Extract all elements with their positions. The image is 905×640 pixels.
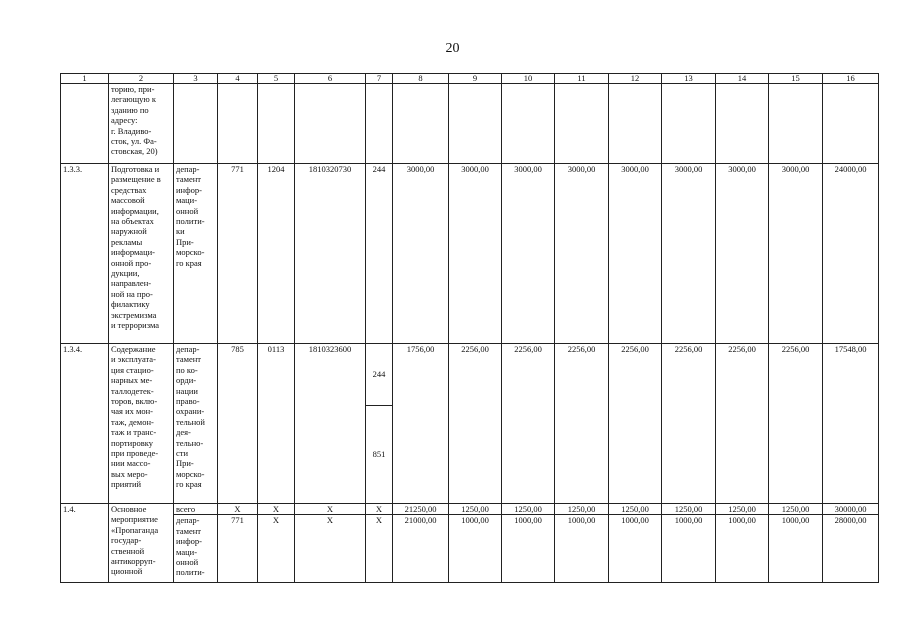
- cell: [609, 84, 662, 164]
- cell: 3000,00: [662, 164, 716, 344]
- cell: 1250,00: [609, 504, 662, 515]
- table-row: [61, 84, 879, 164]
- cell: 1000,00: [502, 515, 555, 583]
- cell: 1250,00: [662, 504, 716, 515]
- cell: 0113: [258, 344, 295, 504]
- cell: 3000,00: [449, 164, 502, 344]
- cell: 1810323600: [295, 344, 366, 504]
- cell: X: [258, 515, 295, 583]
- cell: [393, 84, 449, 164]
- cell: 3000,00: [555, 164, 609, 344]
- cell: 1000,00: [769, 515, 823, 583]
- cell: 1756,00: [393, 344, 449, 504]
- cell: X: [295, 515, 366, 583]
- cell: 1204: [258, 164, 295, 344]
- cell: 771: [218, 164, 258, 344]
- cell: 1000,00: [609, 515, 662, 583]
- row-number: 1.3.3.: [61, 164, 109, 344]
- cell: 1250,00: [502, 504, 555, 515]
- cell: 28000,00: [823, 515, 879, 583]
- row-number: [61, 84, 109, 164]
- cell: 2256,00: [716, 344, 769, 504]
- cell: 3000,00: [502, 164, 555, 344]
- cell: 2256,00: [555, 344, 609, 504]
- executor: депар- тамент инфор- маци- онной полити- ки При- морско- го края: [174, 164, 218, 344]
- column-number: 5: [258, 74, 295, 84]
- cell: 1250,00: [449, 504, 502, 515]
- page-number: 20: [445, 41, 460, 56]
- column-number: 3: [174, 74, 218, 84]
- cell: 851: [372, 449, 386, 460]
- cell: 24000,00: [823, 164, 879, 344]
- column-number: 16: [823, 74, 879, 84]
- column-number: 13: [662, 74, 716, 84]
- cell: 1000,00: [449, 515, 502, 583]
- cell: [716, 84, 769, 164]
- cell: X: [366, 515, 393, 583]
- cell: 2256,00: [769, 344, 823, 504]
- table-row: [61, 515, 879, 583]
- cell: 30000,00: [823, 504, 879, 515]
- cell: 3000,00: [716, 164, 769, 344]
- cell: 21250,00: [393, 504, 449, 515]
- cell: 1000,00: [555, 515, 609, 583]
- measure-name: Содержание и эксплуата- ция стацио- нарных ме- таллодетек- торов, вклю- чая их мон- таж, демон- таж и транс- портировку при проведе- нии массо- вых меро- приятий: [109, 344, 174, 504]
- column-number: 6: [295, 74, 366, 84]
- cell: 21000,00: [393, 515, 449, 583]
- cell: [218, 84, 258, 164]
- executor: всего: [174, 504, 218, 515]
- cell: [295, 84, 366, 164]
- measure-name: торию, при- легающую к зданию по адресу: г. Владиво- сток, ул. Фа- стовская, 20): [109, 84, 174, 164]
- table-row: [61, 504, 879, 515]
- cell: X: [366, 504, 393, 515]
- column-number: 7: [366, 74, 393, 84]
- column-number-row: [61, 74, 879, 84]
- cell: 1250,00: [769, 504, 823, 515]
- column-number: 10: [502, 74, 555, 84]
- cell: [662, 84, 716, 164]
- cell: 244: [366, 344, 392, 406]
- cell: X: [295, 504, 366, 515]
- column-number: 12: [609, 74, 662, 84]
- cell: 244: [366, 164, 393, 344]
- column-number: 11: [555, 74, 609, 84]
- cell: 785: [218, 344, 258, 504]
- cell: 1250,00: [716, 504, 769, 515]
- cell: X: [218, 504, 258, 515]
- cell: [449, 84, 502, 164]
- table-row: [61, 344, 879, 504]
- cell: [258, 84, 295, 164]
- executor: [174, 84, 218, 164]
- cell: 2256,00: [662, 344, 716, 504]
- cell: [769, 84, 823, 164]
- cell: 1000,00: [716, 515, 769, 583]
- cell: 3000,00: [393, 164, 449, 344]
- row-number: 1.3.4.: [61, 344, 109, 504]
- executor: депар- тамент инфор- маци- онной полити-: [174, 515, 218, 583]
- cell: 1250,00: [555, 504, 609, 515]
- split-cell: [366, 344, 393, 504]
- budget-table: [60, 73, 879, 583]
- measure-name: Основное мероприятие «Пропаганда государ- ственной антикорруп- ционной: [109, 504, 174, 583]
- column-number: 14: [716, 74, 769, 84]
- column-number: 2: [109, 74, 174, 84]
- executor: депар- тамент по ко- орди- нации право- охрани- тельной дея- тельно- сти При- морско- го края: [174, 344, 218, 504]
- cell: 2256,00: [609, 344, 662, 504]
- cell: 771: [218, 515, 258, 583]
- column-number: 8: [393, 74, 449, 84]
- cell: 3000,00: [609, 164, 662, 344]
- cell: 1000,00: [662, 515, 716, 583]
- column-number: 9: [449, 74, 502, 84]
- cell: [366, 84, 393, 164]
- cell: X: [258, 504, 295, 515]
- cell: 2256,00: [502, 344, 555, 504]
- cell: 3000,00: [769, 164, 823, 344]
- cell: 1810320730: [295, 164, 366, 344]
- cell: [502, 84, 555, 164]
- measure-name: Подготовка и размещение в средствах массовой информации, на объектах наружной рекламы информаци- онной про- дукции, направлен- ной на про- филактику экстремизма и терроризма: [109, 164, 174, 344]
- column-number: 4: [218, 74, 258, 84]
- cell: [823, 84, 879, 164]
- column-number: 15: [769, 74, 823, 84]
- cell: 2256,00: [449, 344, 502, 504]
- row-number: 1.4.: [61, 504, 109, 583]
- cell: 17548,00: [823, 344, 879, 504]
- column-number: 1: [61, 74, 109, 84]
- table-row: [61, 164, 879, 344]
- cell: [555, 84, 609, 164]
